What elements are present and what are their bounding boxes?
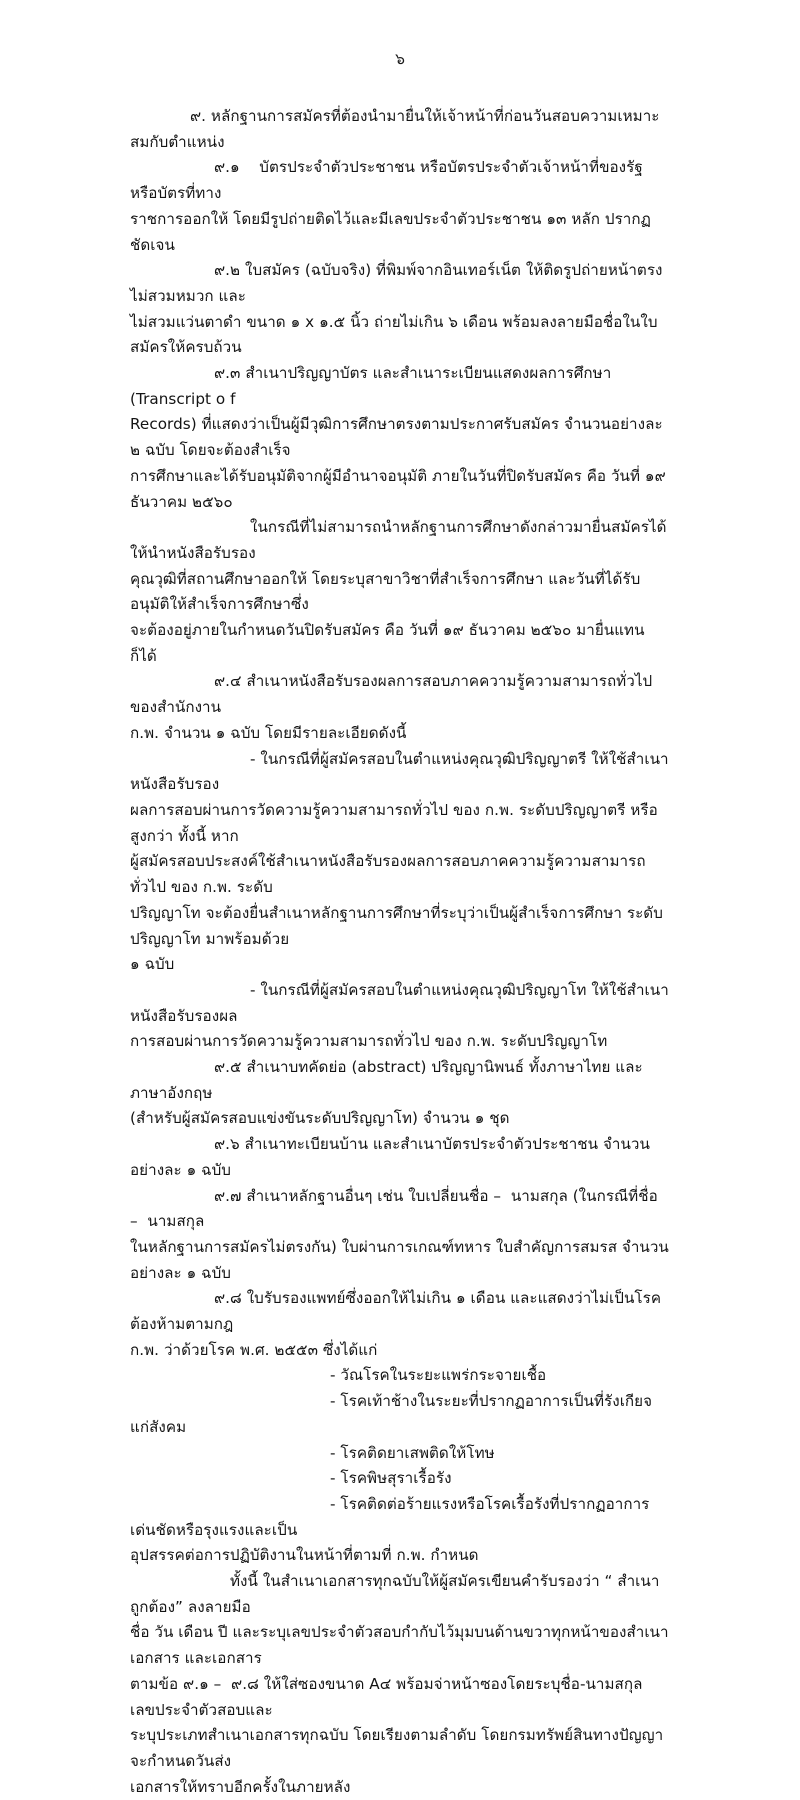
- document-line: ๙.๘ ใบรับรองแพทย์ซึ่งออกให้ไม่เกิน ๑ เดือน และแสดงว่าไม่เป็นโรคต้องห้ามตามกฎ: [130, 1289, 662, 1334]
- document-line: ๙.๕ สำเนาบทคัดย่อ (abstract) ปริญญานิพนธ์ ทั้งภาษาไทย และภาษาอังกฤษ: [130, 1058, 643, 1102]
- document-line: ๙.๓ สำเนาปริญญาบัตร และสำเนาระเบียนแสดงผลการศึกษา (Transcript o f: [130, 364, 617, 408]
- document-line: ก.พ. ว่าด้วยโรค พ.ศ. ๒๕๕๓ ซึ่งได้แก่: [130, 1340, 378, 1359]
- document-line: ชื่อ วัน เดือน ปี และระบุเลขประจำตัวสอบกำกับไว้มุมบนด้านขวาทุกหน้าของสำเนาเอกสาร และเอกสาร: [130, 1623, 669, 1668]
- document-line: การสอบผ่านการวัดความรู้ความสามารถทั่วไป ของ ก.พ. ระดับปริญญาโท: [130, 1032, 608, 1051]
- document-line: ปริญญาโท จะต้องยื่นสำเนาหลักฐานการศึกษาที่ระบุว่าเป็นผู้สำเร็จการศึกษา ระดับปริญญาโท มาพร้อมด้วย: [130, 903, 663, 948]
- document-line: - โรคพิษสุราเรื้อรัง: [330, 1469, 452, 1488]
- document-line: ผลการสอบผ่านการวัดความรู้ความสามารถทั่วไป ของ ก.พ. ระดับปริญญาตรี หรือสูงกว่า ทั้งนี้ หาก: [130, 800, 658, 845]
- document-line: ราชการออกให้ โดยมีรูปถ่ายติดไว้และมีเลขประจำตัวประชาชน ๑๓ หลัก ปรากฏชัดเจน: [130, 209, 651, 254]
- document-body: [130, 104, 670, 1800]
- document-line: ๙.๖ สำเนาทะเบียนบ้าน และสำเนาบัตรประจำตัวประชาชน จำนวนอย่างละ ๑ ฉบับ: [130, 1135, 650, 1179]
- document-line: ๙.๒ ใบสมัคร (ฉบับจริง) ที่พิมพ์จากอินเทอร์เน็ต ให้ติดรูปถ่ายหน้าตรง ไม่สวมหมวก และ: [130, 261, 668, 305]
- document-line: - โรคเท้าช้างในระยะที่ปรากฏอาการเป็นที่รังเกียจแก่สังคม: [130, 1392, 653, 1436]
- document-line: ทั้งนี้ ในสำเนาเอกสารทุกฉบับให้ผู้สมัครเขียนคำรับรองว่า “ สำเนาถูกต้อง” ลงลายมือ: [130, 1572, 660, 1616]
- document-line: Records) ที่แสดงว่าเป็นผู้มีวุฒิการศึกษาตรงตามประกาศรับสมัคร จำนวนอย่างละ ๒ ฉบับ โดยจะต้องสำเร็จ: [130, 415, 668, 460]
- document-line: ตามข้อ ๙.๑ – ๙.๘ ให้ใส่ซองขนาด A๔ พร้อมจ่าหน้าซองโดยระบุชื่อ-นามสกุล เลขประจำตัวสอบและ: [130, 1674, 648, 1719]
- document-line: - ในกรณีที่ผู้สมัครสอบในตำแหน่งคุณวุฒิปริญญาโท ให้ใช้สำเนาหนังสือรับรองผล: [130, 980, 669, 1025]
- document-line: อุปสรรคต่อการปฏิบัติงานในหน้าที่ตามที่ ก.พ. กำหนด: [130, 1546, 479, 1565]
- document-line: - โรคติดยาเสพติดให้โทษ: [330, 1443, 495, 1462]
- document-line: ๙.๔ สำเนาหนังสือรับรองผลการสอบภาคความรู้ความสามารถทั่วไปของสำนักงาน: [130, 672, 653, 717]
- document-line: - โรคติดต่อร้ายแรงหรือโรคเรื้อรังที่ปรากฏอาการเด่นชัดหรือรุงแรงและเป็น: [130, 1494, 650, 1539]
- document-line: (สำหรับผู้สมัครสอบแข่งขันระดับปริญญาโท) จำนวน ๑ ชุด: [130, 1109, 510, 1128]
- document-line: ๙. หลักฐานการสมัครที่ต้องนำมายื่นให้เจ้าหน้าที่ก่อนวันสอบความเหมาะสมกับตำแหน่ง: [130, 107, 660, 151]
- document-line: เอกสารให้ทราบอีกครั้งในภายหลัง: [130, 1777, 351, 1796]
- document-line: ไม่สวมแว่นตาดำ ขนาด ๑ x ๑.๕ นิ้ว ถ่ายไม่เกิน ๖ เดือน พร้อมลงลายมือชื่อในใบสมัครให้ครบถ้วน: [130, 312, 658, 357]
- document-line: ๙.๑ บัตรประจำตัวประชาชน หรือบัตรประจำตัวเจ้าหน้าที่ของรัฐ หรือบัตรที่ทาง: [130, 158, 648, 203]
- document-line: ก.พ. จำนวน ๑ ฉบับ โดยมีรายละเอียดดังนี้: [130, 723, 407, 742]
- document-line: - วัณโรคในระยะแพร่กระจายเชื้อ: [330, 1366, 547, 1385]
- document-line: ในกรณีที่ไม่สามารถนำหลักฐานการศึกษาดังกล่าวมายื่นสมัครได้ ให้นำหนังสือรับรอง: [130, 518, 672, 562]
- document-line: ๑ ฉบับ: [130, 955, 175, 974]
- document-line: คุณวุฒิที่สถานศึกษาออกให้ โดยระบุสาขาวิชาที่สำเร็จการศึกษา และวันที่ได้รับอนุมัติให้สำเร็จการศึกษาซึ่ง: [130, 569, 641, 614]
- document-line: ผู้สมัครสอบประสงค์ใช้สำเนาหนังสือรับรองผลการสอบภาคความรู้ความสามารถทั่วไป ของ ก.พ. ระดับ: [130, 852, 646, 897]
- document-line: ๙.๗ สำเนาหลักฐานอื่นๆ เช่น ใบเปลี่ยนชื่อ – นามสกุล (ในกรณีที่ชื่อ – นามสกุล: [130, 1186, 663, 1231]
- document-line: ระบุประเภทสำเนาเอกสารทุกฉบับ โดยเรียงตามลำดับ โดยกรมทรัพย์สินทางปัญญาจะกำหนดวันส่ง: [130, 1726, 664, 1770]
- document-line: การศึกษาและได้รับอนุมัติจากผู้มีอำนาจอนุมัติ ภายในวันที่ปิดรับสมัคร คือ วันที่ ๑๙ ธันวาคม ๒๕๖๐: [130, 466, 671, 511]
- document-line: จะต้องอยู่ภายในกำหนดวันปิดรับสมัคร คือ วันที่ ๑๙ ธันวาคม ๒๕๖๐ มายื่นแทนก็ได้: [130, 621, 645, 665]
- document-line: ในหลักฐานการสมัครไม่ตรงกัน) ใบผ่านการเกณฑ์ทหาร ใบสำคัญการสมรส จำนวนอย่างละ ๑ ฉบับ: [130, 1237, 669, 1282]
- page-number: ๖: [395, 50, 405, 68]
- document-line: - ในกรณีที่ผู้สมัครสอบในตำแหน่งคุณวุฒิปริญญาตรี ให้ใช้สำเนาหนังสือรับรอง: [130, 749, 669, 794]
